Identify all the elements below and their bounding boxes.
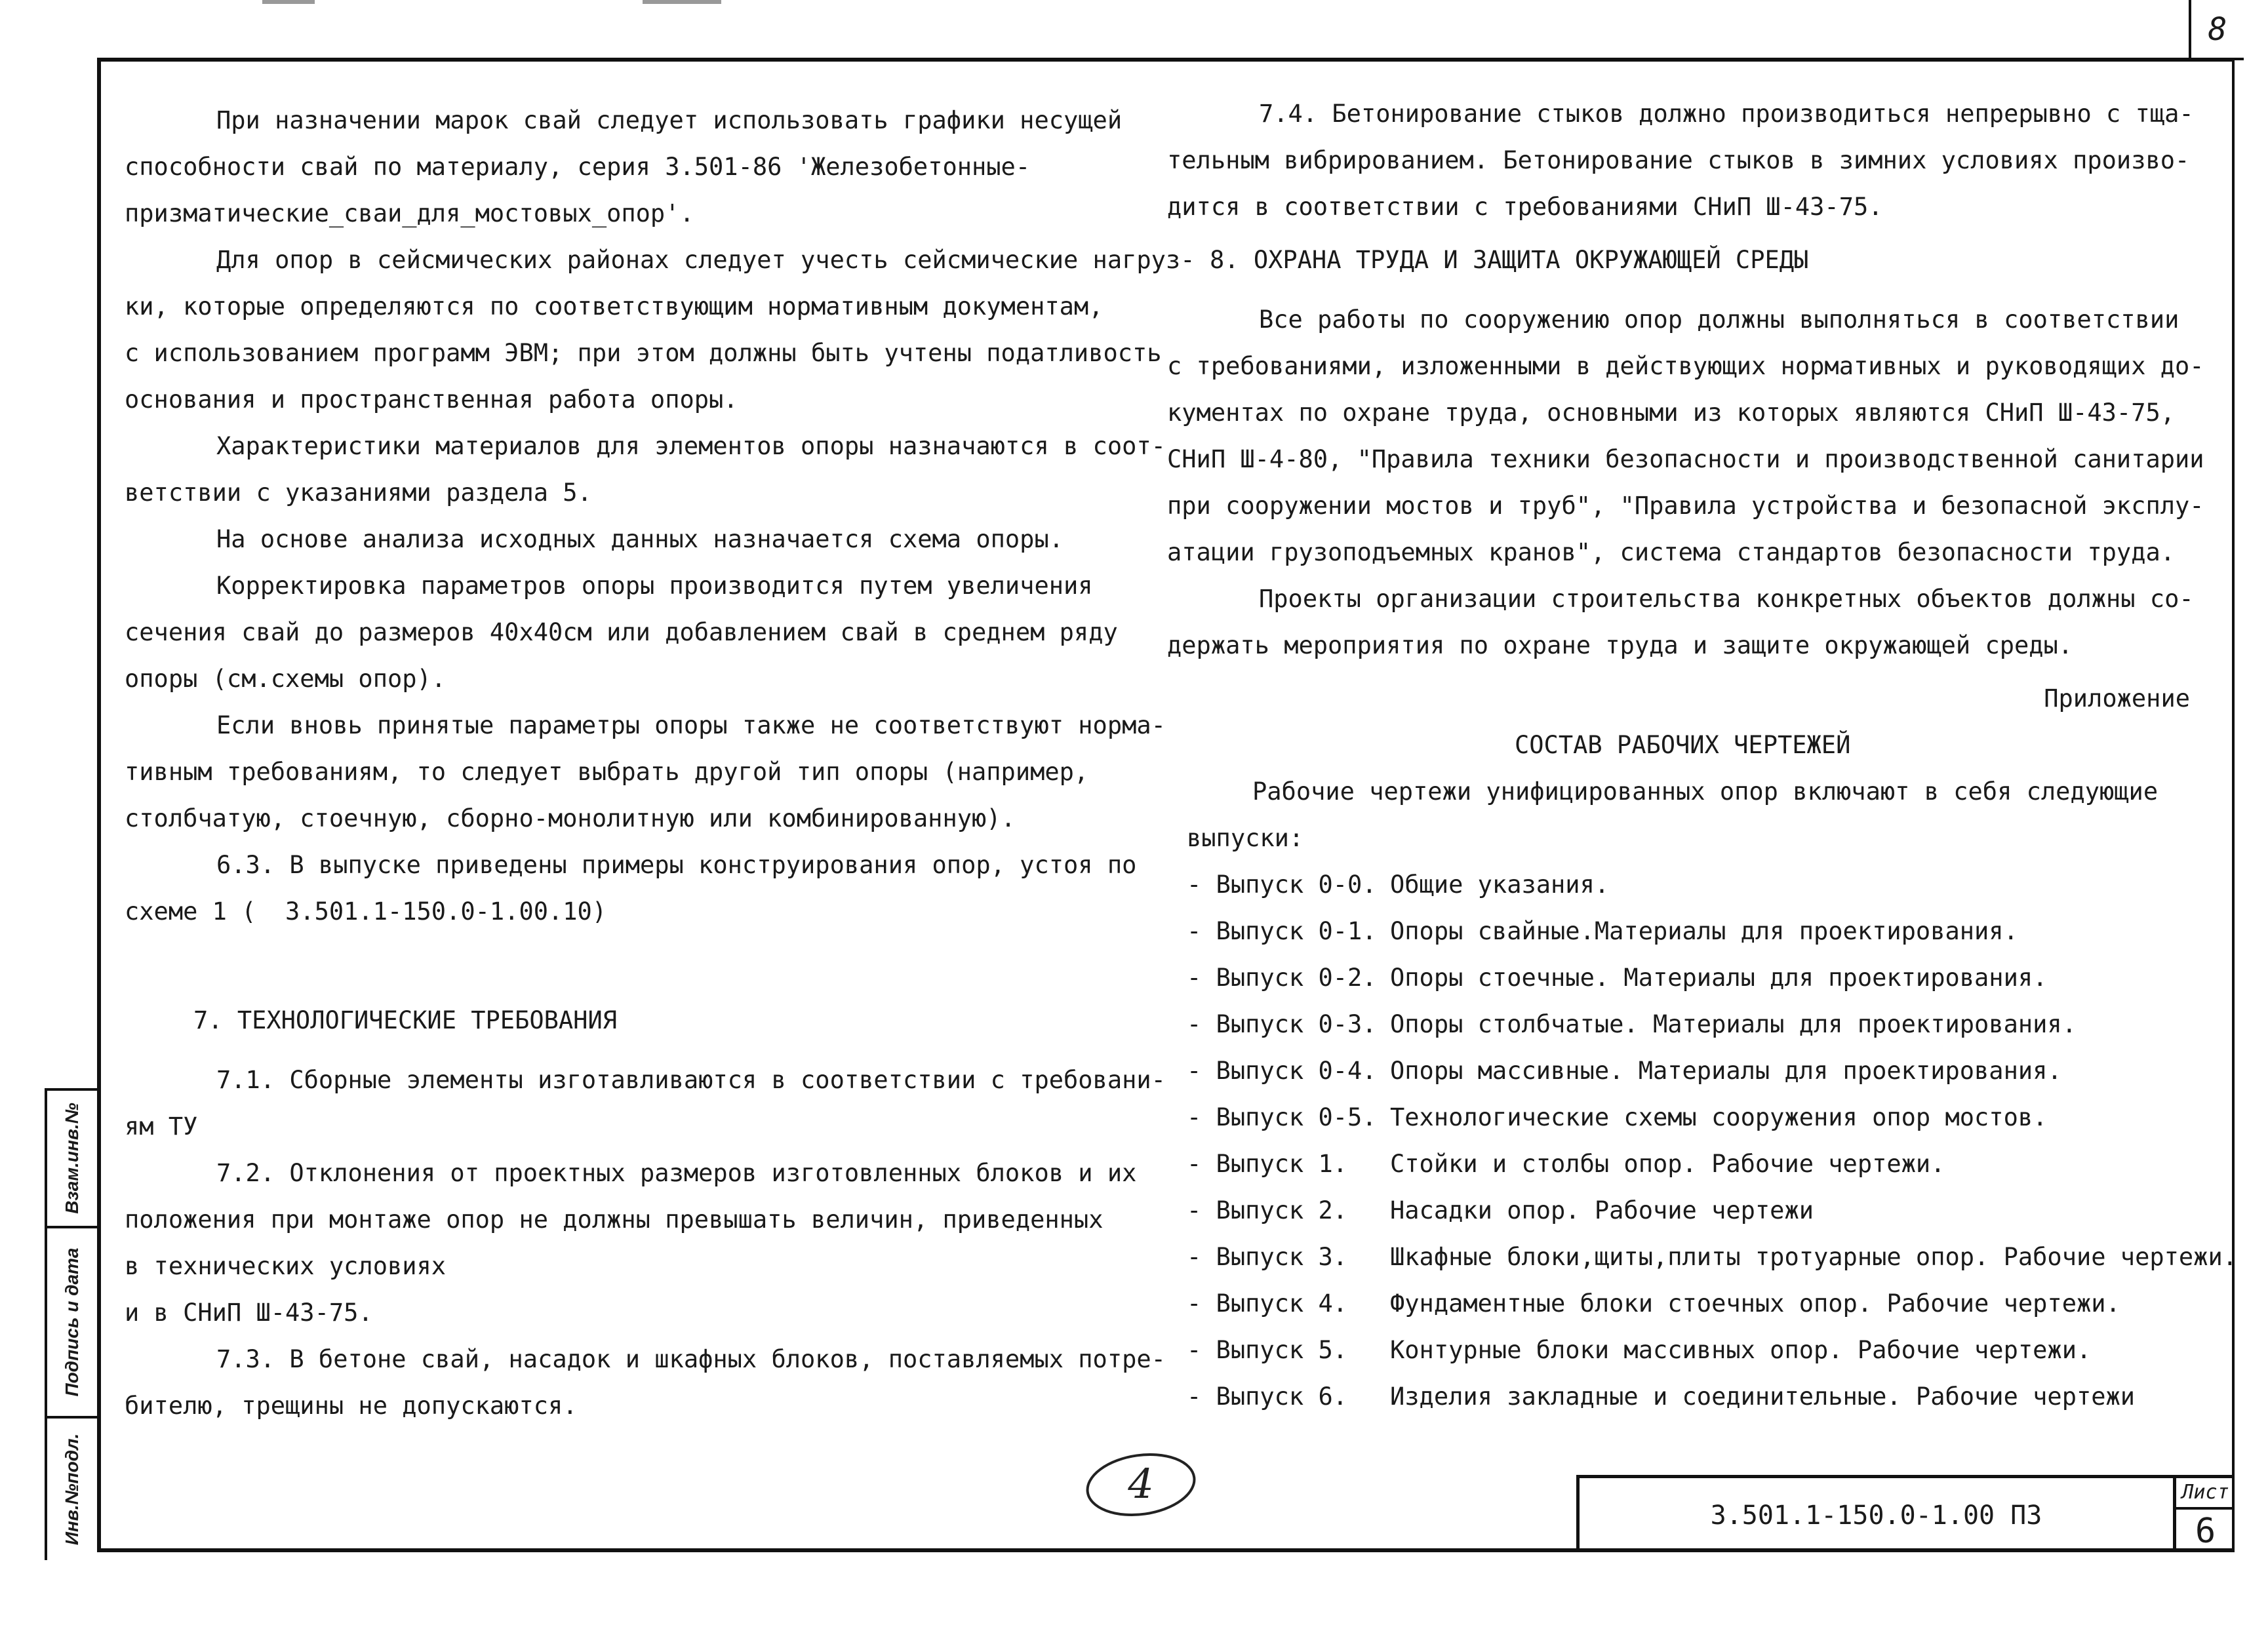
issue-description: Опоры свайные.Материалы для проектирования. (1390, 917, 2018, 945)
issue-number: - Выпуск 0-1. (1187, 917, 1377, 945)
issue-list-item (1167, 1234, 2238, 1280)
side-stamp-text: Взам.инв.№ (62, 1103, 82, 1214)
text-line: основания и пространственная работа опоры. (125, 385, 738, 414)
issue-description: Шкафные блоки,щиты,плиты тротуарные опор. Рабочие чертежи. (1390, 1243, 2238, 1271)
issue-description: Стойки и столбы опор. Рабочие чертежи. (1390, 1150, 1945, 1178)
text-line: На основе анализа исходных данных назначается схема опоры. (216, 525, 1064, 553)
text-line: 7.1. Сборные элементы изготавливаются в соответствии с требовани- (216, 1066, 1166, 1094)
issue-description: Изделия закладные и соединительные. Рабочие чертежи (1390, 1382, 2136, 1411)
right-column (1167, 90, 2238, 1420)
document-code: 3.501.1-150.0-1.00 ПЗ (1710, 1500, 2042, 1531)
issue-description: Насадки опор. Рабочие чертежи (1390, 1196, 1814, 1224)
issue-number: - Выпуск 1. (1187, 1150, 1348, 1178)
issue-list-item (1167, 861, 2190, 908)
sheet-label: Лист (2176, 1478, 2235, 1510)
appendix-title: СОСТАВ РАБОЧИХ ЧЕРТЕЖЕЙ (1515, 731, 1851, 759)
text-line: кументах по охране труда, основными из которых являются СНиП Ш-43-75, (1167, 399, 2176, 427)
text-line: бителю, трещины не допускаются. (125, 1392, 578, 1420)
issue-number: - Выпуск 0-3. (1187, 1010, 1377, 1038)
text-line: 7.3. В бетоне свай, насадок и шкафных блоков, поставляемых потре- (216, 1345, 1166, 1373)
side-stamp-cell-signature (47, 1228, 97, 1419)
text-line: Для опор в сейсмических районах следует учесть сейсмические нагруз- (216, 246, 1195, 274)
issue-number: - Выпуск 6. (1187, 1382, 1348, 1411)
appendix-intro: Рабочие чертежи унифицированных опор включают в себя следующие (1252, 777, 2159, 806)
top-edge-mark (643, 0, 721, 4)
left-column (125, 97, 1195, 1429)
text-line: При назначении марок свай следует использовать графики несущей (216, 106, 1123, 134)
issue-number: - Выпуск 3. (1187, 1243, 1348, 1271)
text-line: опоры (см.схемы опор). (125, 665, 447, 693)
issue-list-item (1167, 1094, 2190, 1141)
appendix-intro-cont: выпуски: (1187, 824, 1304, 852)
text-line: с требованиями, изложенными в действующих нормативных и руководящих до- (1167, 352, 2204, 380)
text-line: атации грузоподъемных кранов", система стандартов безопасности труда. (1167, 538, 2176, 566)
text-line: положения при монтаже опор не должны превышать величин, приведенных (125, 1205, 1104, 1234)
text-line: держать мероприятия по охране труда и защите окружающей среды. (1167, 631, 2073, 659)
handwritten-circled-mark (1082, 1449, 1200, 1521)
issue-description: Фундаментные блоки стоечных опор. Рабочие чертежи. (1390, 1289, 2120, 1318)
side-stamp-text: Подпись и дата (62, 1247, 82, 1397)
side-stamp-cell-original (47, 1419, 97, 1560)
issue-description: Опоры столбчатые. Материалы для проектирования. (1390, 1010, 2077, 1038)
text-line: ям ТУ (125, 1112, 198, 1141)
text-line: тивным требованиям, то следует выбрать другой тип опоры (например, (125, 758, 1089, 786)
sheet-number-cell (2173, 1475, 2235, 1552)
issue-number: - Выпуск 0-2. (1187, 964, 1377, 992)
issue-list-item (1167, 1187, 2190, 1234)
section8-paragraphs (1167, 296, 2204, 669)
issue-description: Технологические схемы сооружения опор мостов. (1390, 1103, 2048, 1131)
issue-list-item (1167, 1327, 2190, 1373)
issue-number: - Выпуск 5. (1187, 1336, 1348, 1364)
text-line: ки, которые определяются по соответствующим нормативным документам, (125, 292, 1104, 321)
issue-number: - Выпуск 0-4. (1187, 1057, 1377, 1085)
text-line: схеме 1 ( 3.501.1-150.0-1.00.10) (125, 897, 607, 926)
left-paragraphs (125, 97, 1195, 935)
text-line: Если вновь принятые параметры опоры также не соответствуют норма- (216, 711, 1166, 739)
issue-description: Контурные блоки массивных опор. Рабочие чертежи. (1390, 1336, 2092, 1364)
issue-list-item (1167, 908, 2190, 954)
issue-list-item (1167, 1280, 2190, 1327)
section8-heading: 8. ОХРАНА ТРУДА И ЗАЩИТА ОКРУЖАЮЩЕЙ СРЕДЫ (1210, 246, 1809, 274)
handwritten-mark-text: 4 (1128, 1460, 1154, 1508)
text-line: ветствии с указаниями раздела 5. (125, 479, 592, 507)
issue-list (1167, 861, 2238, 1420)
text-line: и в СНиП Ш-43-75. (125, 1299, 373, 1327)
issue-list-item (1167, 954, 2190, 1001)
issue-description: Опоры стоечные. Материалы для проектирования. (1390, 964, 2048, 992)
issue-list-item (1167, 1141, 2190, 1187)
side-stamp-text: Инв.№подл. (62, 1433, 82, 1546)
issue-description: Опоры массивные. Материалы для проектирования. (1390, 1057, 2062, 1085)
text-line: Проекты организации строительства конкретных объектов должны со- (1259, 585, 2194, 613)
issue-list-item (1167, 1373, 2190, 1420)
side-stamp-cell-replacement (47, 1091, 97, 1228)
section7-heading: 7. ТЕХНОЛОГИЧЕСКИЕ ТРЕБОВАНИЯ (193, 1006, 618, 1034)
issue-list-item (1167, 1001, 2190, 1047)
issue-number: - Выпуск 0-0. (1187, 871, 1377, 899)
side-stamp (45, 1088, 97, 1560)
text-line: призматические_сваи_для_мостовых_опор'. (125, 199, 694, 227)
corner-number: 8 (2189, 0, 2244, 60)
text-line: в технических условиях (125, 1252, 447, 1280)
sheet-number: 6 (2195, 1512, 2216, 1551)
text-line: Все работы по сооружению опор должны выполняться в соответствии (1259, 305, 2179, 334)
section7-4-paragraph (1167, 90, 2194, 230)
issue-list-item (1167, 1047, 2190, 1094)
text-line: 7.2. Отклонения от проектных размеров изготовленных блоков и их (216, 1159, 1137, 1187)
section7-paragraphs (125, 1057, 1166, 1429)
text-line: тельным вибрированием. Бетонирование стыков в зимних условиях произво- (1167, 146, 2190, 174)
text-line: сечения свай до размеров 40x40см или добавлением свай в среднем ряду (125, 618, 1118, 646)
issue-number: - Выпуск 4. (1187, 1289, 1348, 1318)
issue-number: - Выпуск 0-5. (1187, 1103, 1377, 1131)
title-block-code-cell (1576, 1475, 2173, 1552)
text-line: Характеристики материалов для элементов опоры назначаются в соот- (216, 432, 1166, 460)
text-line: способности свай по материалу, серия 3.501-86 'Железобетонные- (125, 153, 1031, 181)
issue-number: - Выпуск 2. (1187, 1196, 1348, 1224)
text-line: 7.4. Бетонирование стыков должно производиться непрерывно с тща- (1259, 100, 2194, 128)
text-line: столбчатую, стоечную, сборно-монолитную или комбинированную). (125, 804, 1016, 832)
top-edge-mark (262, 0, 315, 4)
text-line: СНиП Ш-4-80, "Правила техники безопасности и производственной санитарии (1167, 445, 2204, 473)
appendix-label: Приложение (2044, 684, 2190, 713)
text-line: с использованием программ ЭВМ; при этом должны быть учтены податливость (125, 339, 1162, 367)
text-line: 6.3. В выпуске приведены примеры конструирования опор, устоя по (216, 851, 1137, 879)
text-line: Корректировка параметров опоры производится путем увеличения (216, 572, 1093, 600)
text-line: дится в соответствии с требованиями СНиП Ш-43-75. (1167, 193, 1883, 221)
issue-description: Общие указания. (1390, 871, 1610, 899)
text-line: при сооружении мостов и труб", "Правила устройства и безопасной эксплу- (1167, 492, 2204, 520)
